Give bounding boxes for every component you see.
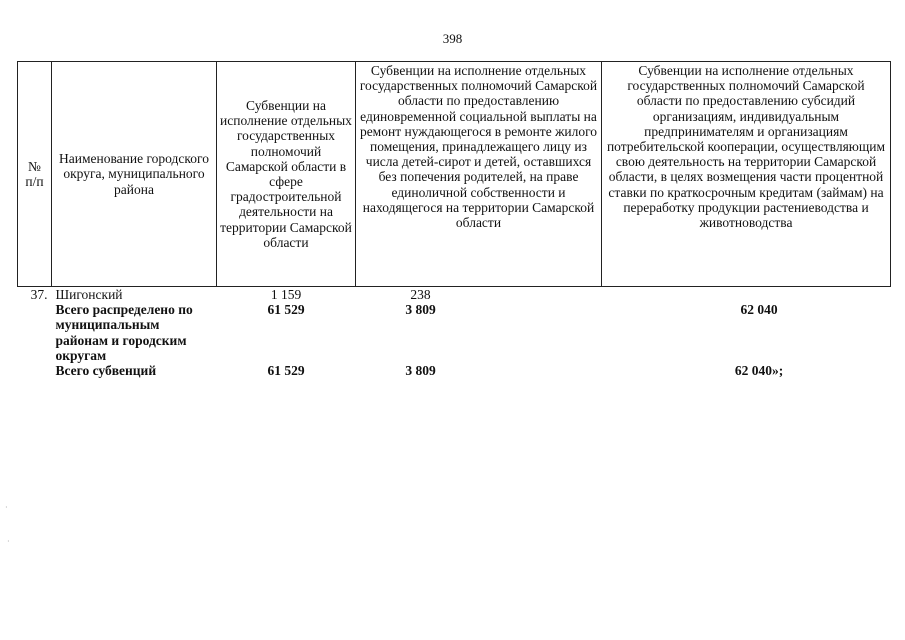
urban-planning-value: 1 159: [270, 287, 302, 302]
header-number: № п/п: [18, 62, 52, 287]
scan-artifact-mark: ·: [5, 503, 8, 512]
district-name: Шигонский: [55, 287, 123, 302]
subventions-table: [17, 61, 891, 378]
total-all-agro-credit: 62 040»;: [734, 363, 784, 379]
agro-credit-value: [602, 287, 891, 303]
total-districts-label: Всего распределено по муниципальным районам и городским округам: [55, 302, 193, 363]
total-all-orphan-housing: 3 809: [405, 363, 436, 379]
total-districts-agro-credit: 62 040: [740, 302, 778, 318]
total-all-urban-planning: 61 529: [267, 363, 305, 379]
orphan-housing-value: 238: [410, 287, 431, 302]
row-number: 37.: [30, 287, 48, 302]
empty-cell: [18, 363, 52, 378]
total-districts-orphan-housing: 3 809: [405, 302, 436, 318]
total-all-row: [18, 363, 891, 378]
total-districts-row: [18, 302, 891, 363]
table-row: [18, 287, 891, 303]
header-agro-credit-subvention: Субвенции на исполнение отдельных государственных полномочий Самарской области по предоставлению субсидий организациям, индивидуальным предпринимателям и организациям потребительской кооперации, осуществляющим свою деятельность на территории Самарской области, в целях возмещения части процентной ставки по краткосрочным кредитам (займам) на переработку продукции растениеводства и животноводства: [602, 62, 891, 287]
table-body: [18, 287, 891, 379]
page-number: 398: [442, 31, 463, 46]
header-district-name: Наименование городского округа, муниципального района: [52, 62, 217, 287]
total-all-label: Всего субвенций: [55, 363, 157, 379]
table-header: [18, 62, 891, 287]
header-urban-planning-subvention: Субвенции на исполнение отдельных государственных полномочий Самарской области в сфере градостроительной деятельности на территории Самарской области: [217, 62, 356, 287]
empty-cell: [18, 302, 52, 363]
total-districts-urban-planning: 61 529: [267, 302, 305, 318]
scan-artifact-mark: ·: [7, 537, 10, 546]
header-orphan-housing-repair-subvention: Субвенции на исполнение отдельных государственных полномочий Самарской области по предоставлению единовременной социальной выплаты на ремонт нуждающегося в ремонте жилого помещения, принадлежащего лицу из числа детей-сирот и детей, оставшихся без попечения родителей, на праве единоличной собственности и находящегося на территории Самарской области: [356, 62, 602, 287]
